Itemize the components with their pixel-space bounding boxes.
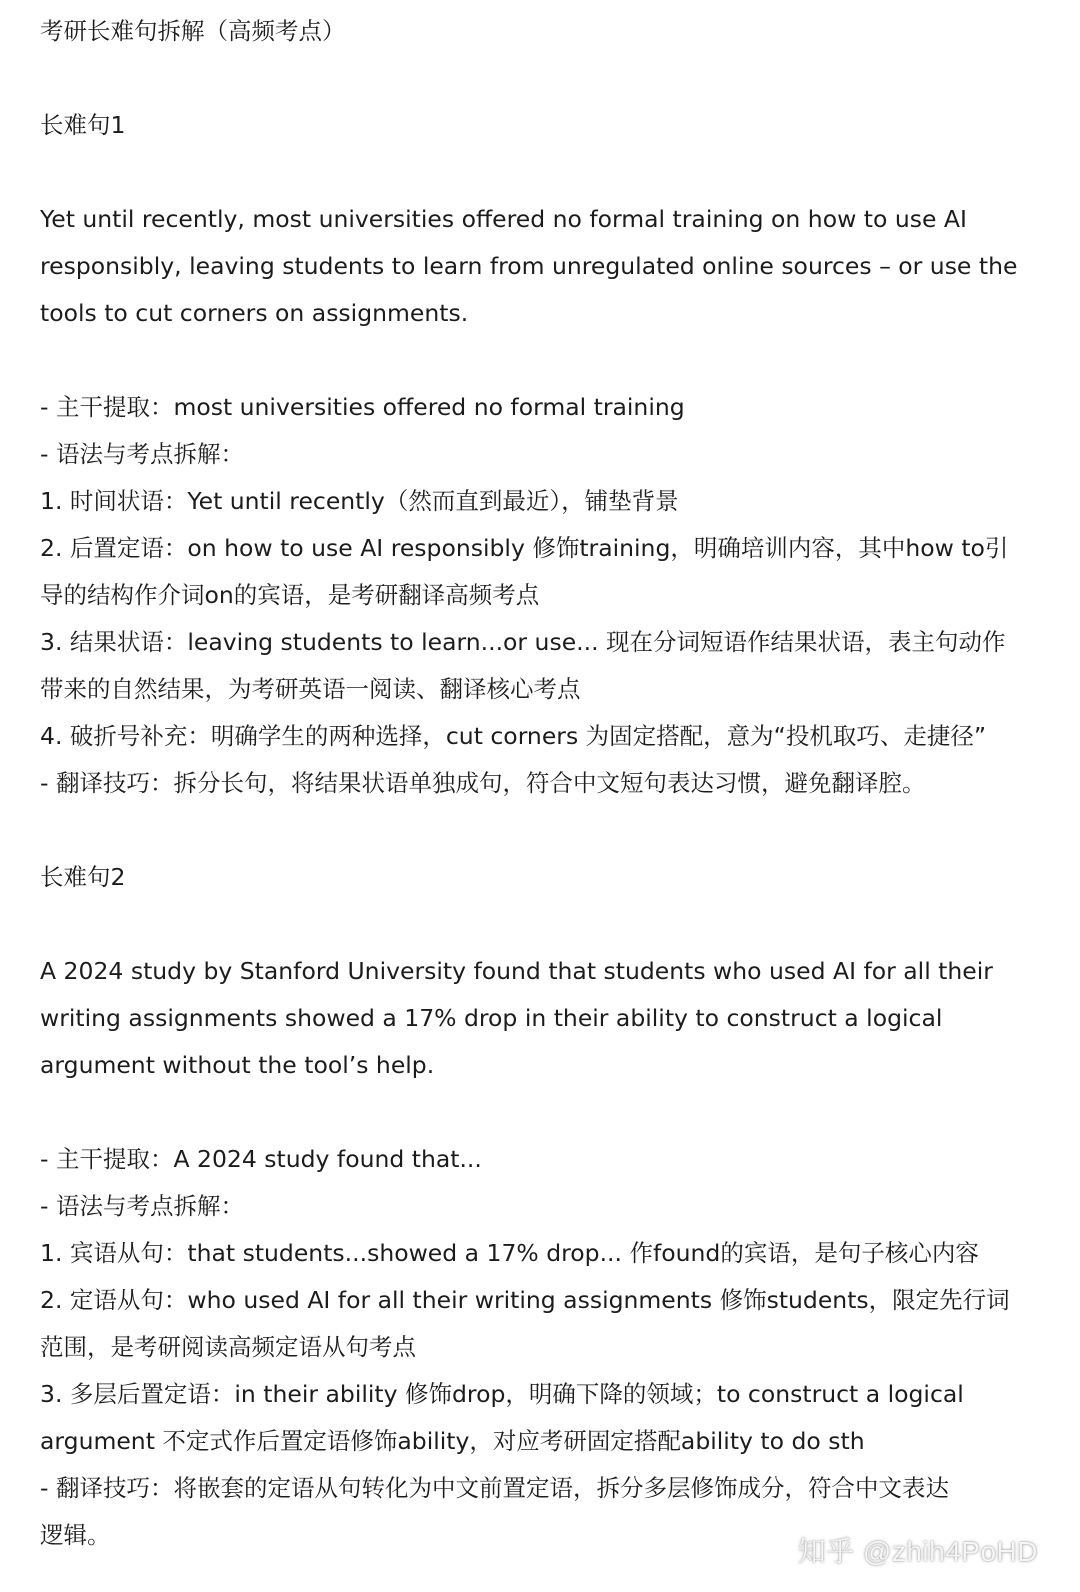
sentence2-point: argument 不定式作后置定语修饰ability，对应考研固定搭配ability to do sth bbox=[40, 1427, 865, 1455]
sentence1-point: 带来的自然结果，为考研英语一阅读、翻译核心考点 bbox=[40, 675, 581, 703]
sentence2-point: 3. 多层后置定语：in their ability 修饰drop，明确下降的领域；to construct a logical bbox=[40, 1380, 964, 1408]
spacer bbox=[40, 1089, 1050, 1136]
sentence1-text-line: responsibly, leaving students to learn from unregulated online sources – or use the bbox=[40, 252, 1018, 280]
sentence1-point: 导的结构作介词on的宾语，是考研翻译高频考点 bbox=[40, 581, 540, 609]
watermark: 知乎 @zhih4PoHD bbox=[797, 1536, 1038, 1567]
sentence1-grammar-heading: - 语法与考点拆解： bbox=[40, 440, 244, 468]
sentence1-translation-tip: - 翻译技巧：拆分长句，将结果状语单独成句，符合中文短句表达习惯，避免翻译腔。 bbox=[40, 769, 926, 797]
spacer bbox=[40, 55, 1050, 102]
sentence2-main-clause: - 主干提取：A 2024 study found that... bbox=[40, 1145, 482, 1173]
sentence2-text-line: argument without the tool’s help. bbox=[40, 1051, 435, 1079]
sentence2-point: 1. 宾语从句：that students...showed a 17% drop... 作found的宾语，是句子核心内容 bbox=[40, 1239, 979, 1267]
spacer bbox=[40, 149, 1050, 196]
spacer bbox=[40, 337, 1050, 384]
sentence1-main-clause: - 主干提取：most universities offered no formal training bbox=[40, 393, 685, 421]
sentence2-translation-tip: 逻辑。 bbox=[40, 1521, 111, 1549]
sentence2-text-line: writing assignments showed a 17% drop in their ability to construct a logical bbox=[40, 1004, 943, 1032]
sentence1-text-line: Yet until recently, most universities offered no formal training on how to use AI bbox=[40, 205, 967, 233]
spacer bbox=[40, 807, 1050, 854]
sentence1-point: 1. 时间状语：Yet until recently（然而直到最近），铺垫背景 bbox=[40, 487, 679, 515]
sentence2-point: 2. 定语从句：who used AI for all their writing assignments 修饰students，限定先行词 bbox=[40, 1286, 1010, 1314]
sentence1-heading: 长难句1 bbox=[40, 111, 126, 139]
sentence2-point: 范围，是考研阅读高频定语从句考点 bbox=[40, 1333, 416, 1361]
sentence1-point: 4. 破折号补充：明确学生的两种选择，cut corners 为固定搭配，意为“投机取巧、走捷径” bbox=[40, 722, 987, 750]
sentence1-point: 2. 后置定语：on how to use AI responsibly 修饰training，明确培训内容，其中how to引 bbox=[40, 534, 1009, 562]
sentence2-text-line: A 2024 study by Stanford University found that students who used AI for all their bbox=[40, 957, 993, 985]
sentence1-text-line: tools to cut corners on assignments. bbox=[40, 299, 469, 327]
sentence2-grammar-heading: - 语法与考点拆解： bbox=[40, 1192, 244, 1220]
spacer bbox=[40, 901, 1050, 948]
document-body bbox=[40, 8, 1050, 1559]
document-title: 考研长难句拆解（高频考点） bbox=[40, 17, 346, 45]
sentence2-heading: 长难句2 bbox=[40, 863, 126, 891]
sentence2-translation-tip: - 翻译技巧：将嵌套的定语从句转化为中文前置定语，拆分多层修饰成分，符合中文表达 bbox=[40, 1474, 949, 1502]
sentence1-point: 3. 结果状语：leaving students to learn...or use... 现在分词短语作结果状语，表主句动作 bbox=[40, 628, 1006, 656]
